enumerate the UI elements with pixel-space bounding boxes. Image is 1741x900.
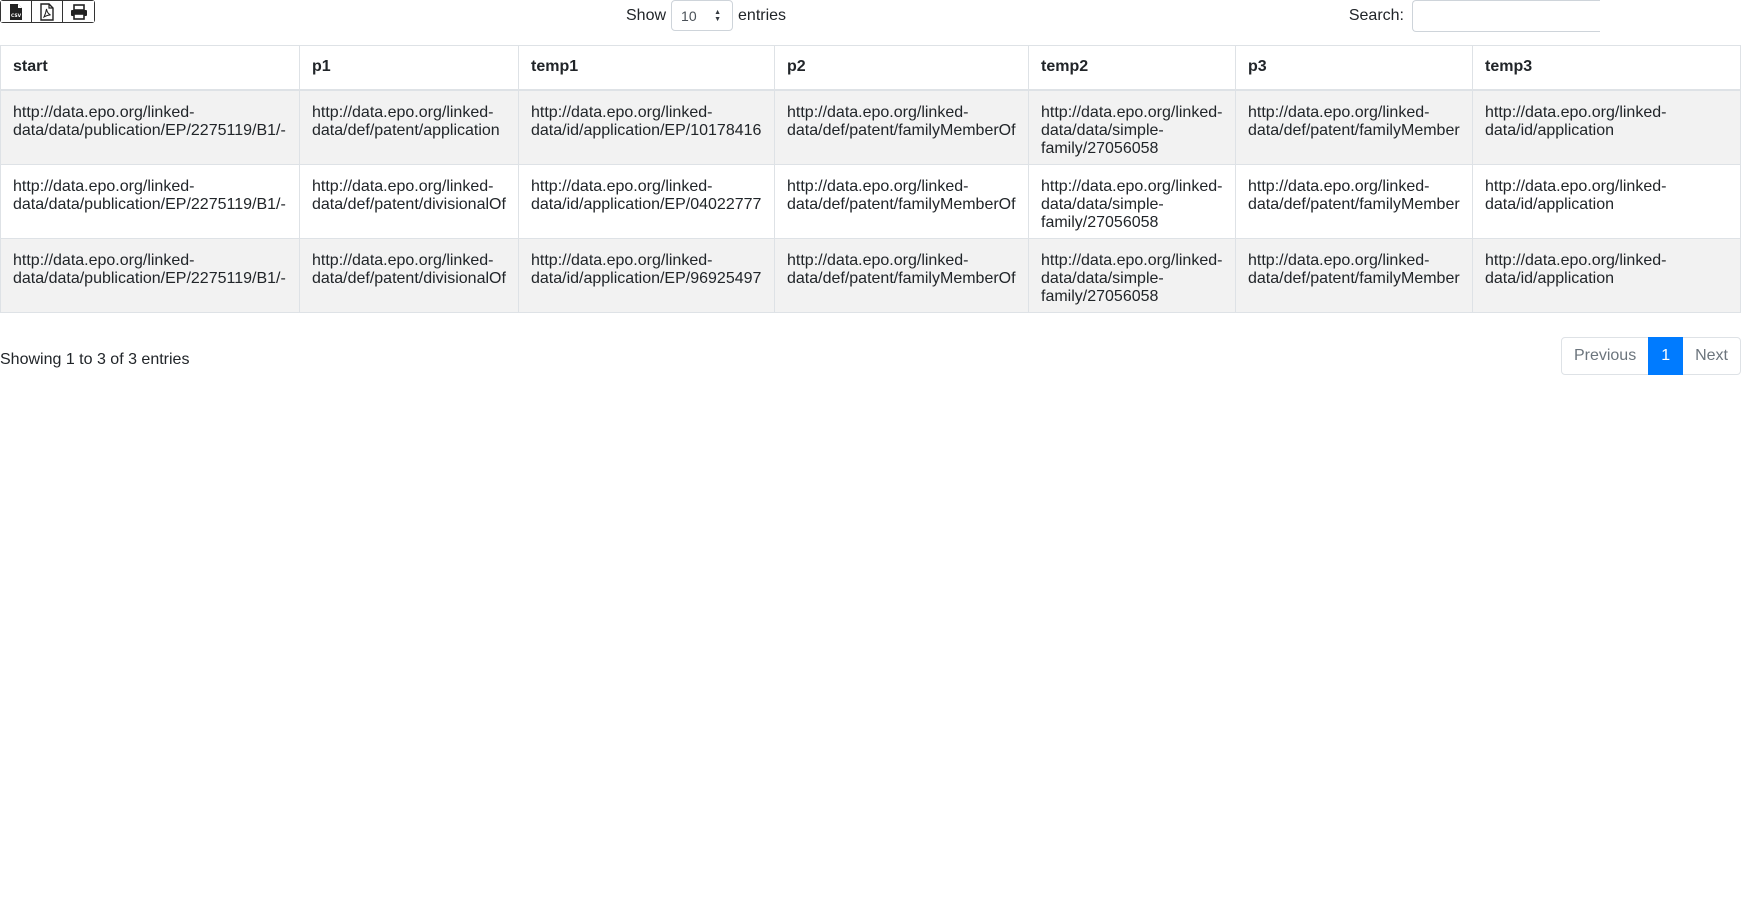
page-length-control [626,0,786,31]
table-header-row [1,46,1741,91]
table-cell: http://data.epo.org/linked-data/id/application/EP/04022777 [519,165,775,239]
column-header-temp2[interactable]: temp2 [1029,46,1236,91]
table-cell: http://data.epo.org/linked-data/def/patent/familyMember [1236,165,1473,239]
table-cell: http://data.epo.org/linked-data/data/publication/EP/2275119/B1/- [1,90,300,165]
table-cell: http://data.epo.org/linked-data/id/application/EP/96925497 [519,239,775,313]
results-table [0,45,1741,313]
column-header-temp3[interactable]: temp3 [1473,46,1741,91]
table-row [1,90,1741,165]
print-button[interactable] [63,1,94,22]
file-pdf-icon [40,4,54,20]
column-header-start[interactable]: start [1,46,300,91]
column-header-p1[interactable]: p1 [300,46,519,91]
table-cell: http://data.epo.org/linked-data/def/patent/familyMember [1236,239,1473,313]
csv-label: CSV [10,13,22,19]
page-length-select[interactable] [671,0,733,31]
table-cell: http://data.epo.org/linked-data/def/patent/application [300,90,519,165]
table-cell: http://data.epo.org/linked-data/data/simple-family/27056058 [1029,239,1236,313]
pdf-export-button[interactable] [32,1,63,22]
table-row [1,239,1741,313]
table-cell: http://data.epo.org/linked-data/def/patent/familyMemberOf [775,239,1029,313]
search-label: Search: [1348,7,1404,24]
pagination [1562,337,1741,375]
select-arrows-icon: ▲ ▼ [714,9,722,23]
table-cell: http://data.epo.org/linked-data/def/patent/divisionalOf [300,165,519,239]
csv-export-button[interactable] [1,1,32,22]
table-info: Showing 1 to 3 of 3 entries [0,351,190,368]
table-cell: http://data.epo.org/linked-data/def/patent/divisionalOf [300,239,519,313]
table-cell: http://data.epo.org/linked-data/data/publication/EP/2275119/B1/- [1,239,300,313]
table-cell: http://data.epo.org/linked-data/id/application [1473,90,1741,165]
table-cell: http://data.epo.org/linked-data/def/patent/familyMemberOf [775,90,1029,165]
print-icon [70,4,88,20]
search-input[interactable] [1412,0,1600,32]
table-cell: http://data.epo.org/linked-data/id/application [1473,165,1741,239]
table-controls [0,0,1600,44]
table-cell: http://data.epo.org/linked-data/data/simple-family/27056058 [1029,90,1236,165]
next-page-button[interactable]: Next [1682,337,1741,375]
entries-label: entries [738,6,787,24]
page-1-button[interactable]: 1 [1648,337,1683,375]
search-control [1349,0,1600,32]
table-row [1,165,1741,239]
table-cell: http://data.epo.org/linked-data/id/application/EP/10178416 [519,90,775,165]
table-cell: http://data.epo.org/linked-data/data/simple-family/27056058 [1029,165,1236,239]
table-cell: http://data.epo.org/linked-data/def/patent/familyMember [1236,90,1473,165]
page-length-value: 10 [681,7,697,24]
previous-page-button[interactable]: Previous [1561,337,1649,375]
show-label: Show [626,6,667,24]
column-header-temp1[interactable]: temp1 [519,46,775,91]
table-cell: http://data.epo.org/linked-data/def/patent/familyMemberOf [775,165,1029,239]
column-header-p2[interactable]: p2 [775,46,1029,91]
file-csv-icon [9,4,23,20]
column-header-p3[interactable]: p3 [1236,46,1473,91]
export-button-group [0,0,95,23]
results-table-container [0,45,1667,313]
table-cell: http://data.epo.org/linked-data/id/application [1473,239,1741,313]
table-cell: http://data.epo.org/linked-data/data/publication/EP/2275119/B1/- [1,165,300,239]
